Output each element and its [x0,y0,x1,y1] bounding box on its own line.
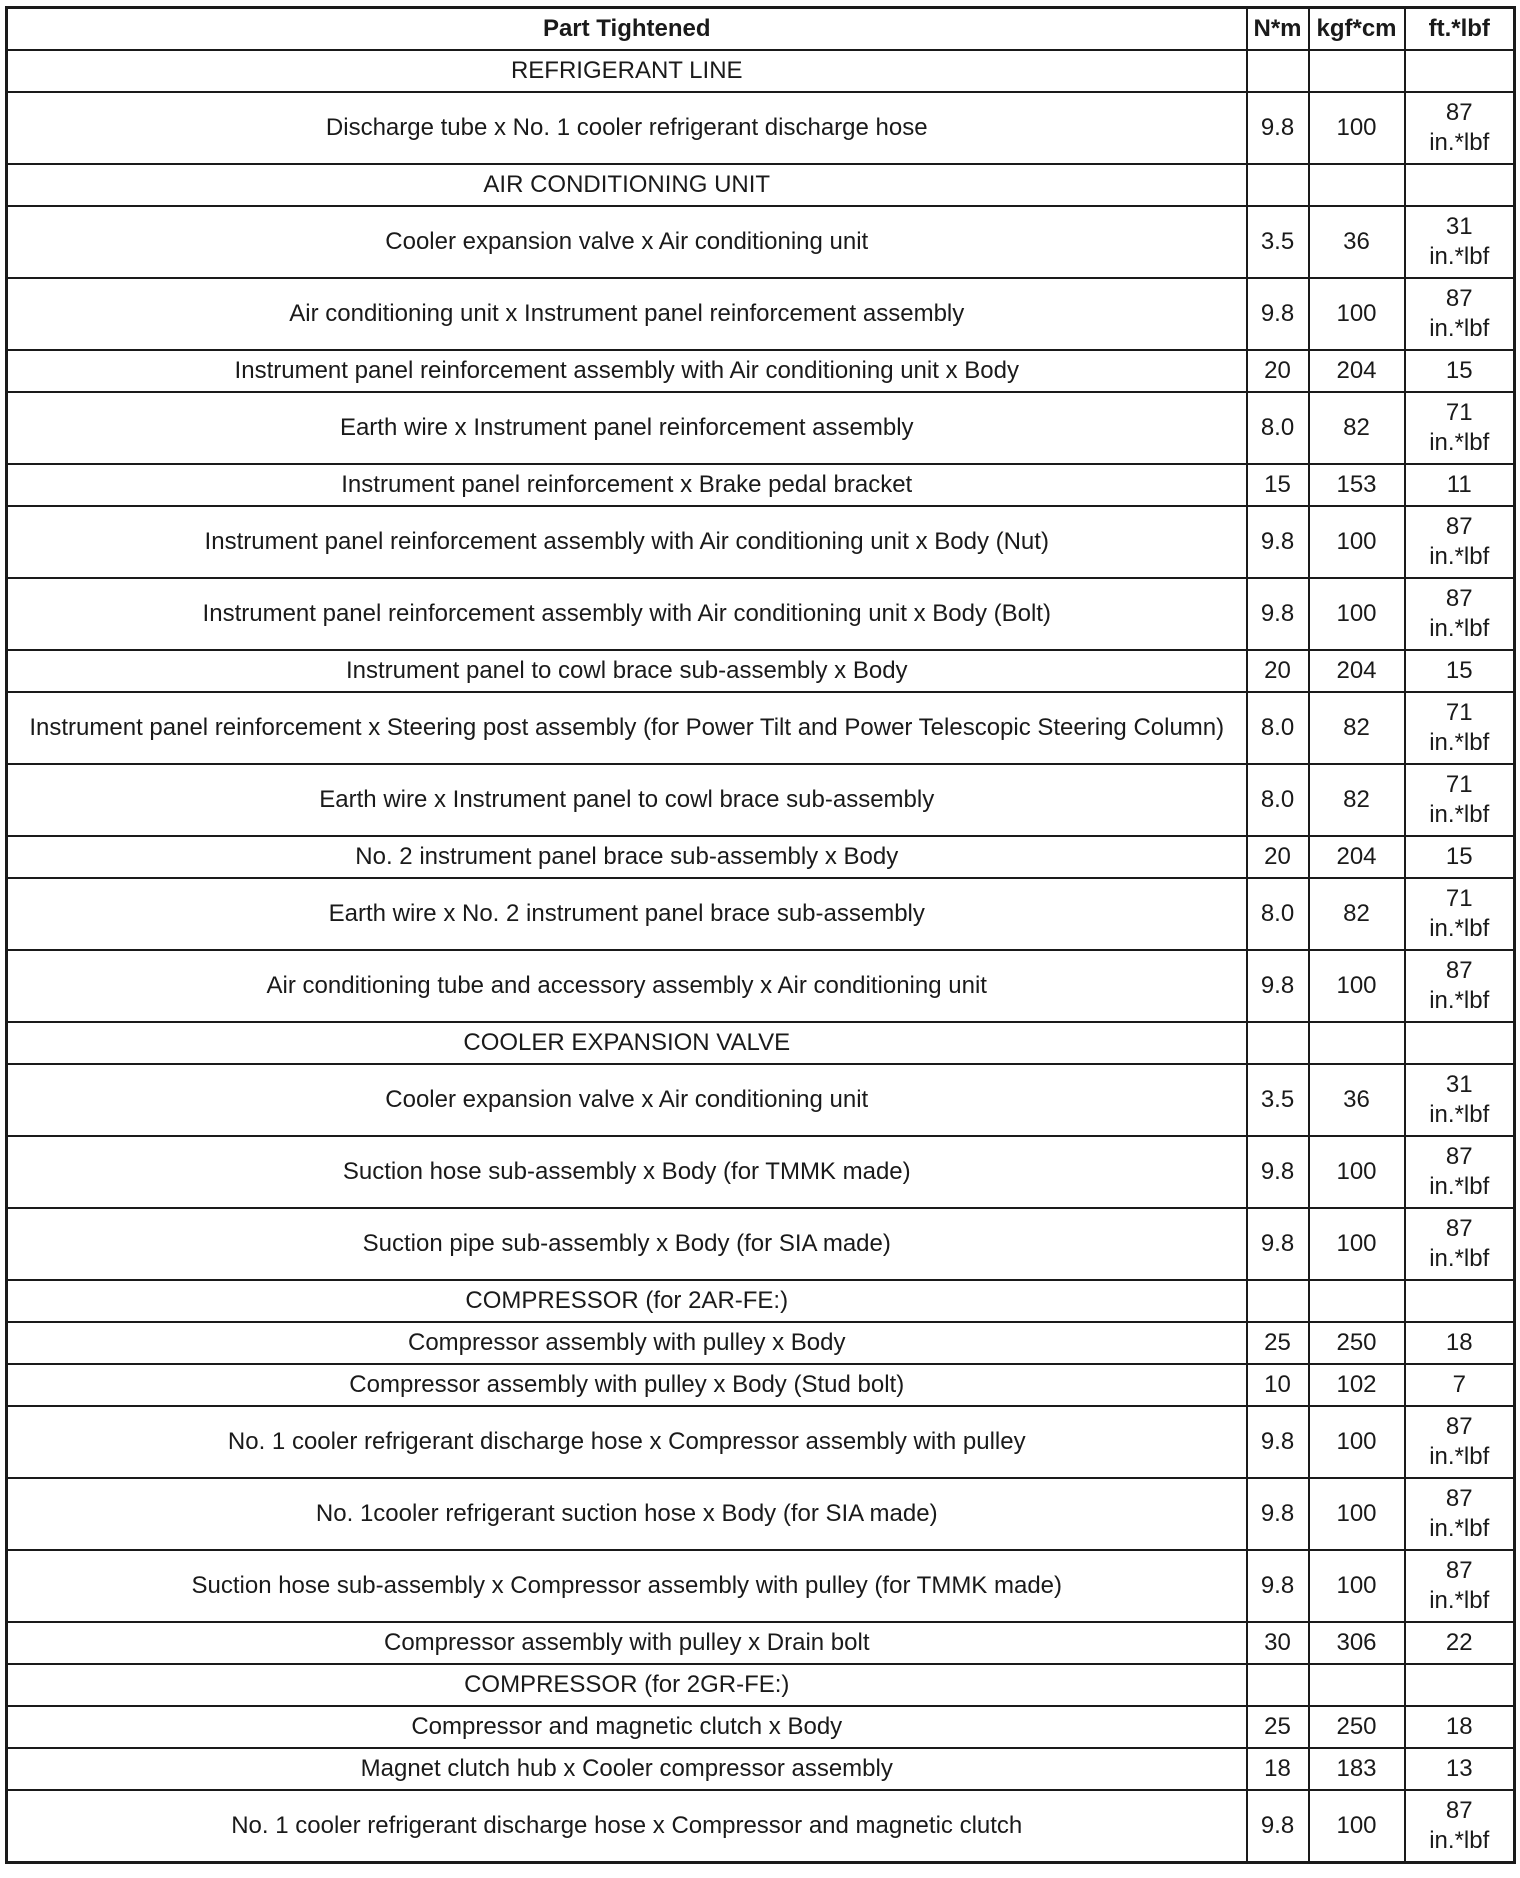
table-row [7,92,1515,164]
table-row [7,578,1515,650]
kgf-cell: 82 [1309,692,1405,764]
kgf-cell: 100 [1309,1790,1405,1863]
header-kgf-cm: kgf*cm [1309,8,1405,51]
kgf-cell: 100 [1309,506,1405,578]
kgf-cell: 204 [1309,650,1405,692]
ft-value: 18 [1445,1329,1473,1356]
ft-lbf-cell [1405,650,1515,692]
table-row [7,1322,1515,1364]
table-row [7,1622,1515,1664]
table-body [7,50,1515,1863]
part-cell: No. 2 instrument panel brace sub-assembly x Body [7,836,1247,878]
ft-lbf-cell [1405,278,1515,350]
table-row [7,1208,1515,1280]
nm-cell: 8.0 [1247,764,1309,836]
empty-cell [1309,1664,1405,1706]
part-cell: Compressor assembly with pulley x Body [7,1322,1247,1364]
ft-unit: in.*lbf [1429,243,1490,270]
ft-value: 87 [1445,99,1473,126]
kgf-cell: 306 [1309,1622,1405,1664]
ft-value: 71 [1445,399,1473,426]
ft-value: 87 [1445,513,1473,540]
nm-cell: 9.8 [1247,92,1309,164]
table-row [7,464,1515,506]
kgf-cell: 183 [1309,1748,1405,1790]
ft-value: 18 [1445,1713,1473,1740]
kgf-cell: 100 [1309,1208,1405,1280]
ft-lbf-cell [1405,836,1515,878]
nm-cell: 9.8 [1247,1790,1309,1863]
empty-cell [1247,1280,1309,1322]
table-row [7,1790,1515,1863]
ft-value: 87 [1445,1413,1473,1440]
part-cell: Instrument panel reinforcement assembly with Air conditioning unit x Body (Bolt) [7,578,1247,650]
ft-unit: in.*lbf [1429,1101,1490,1128]
nm-cell: 9.8 [1247,1136,1309,1208]
ft-lbf-cell [1405,1706,1515,1748]
table-row [7,1064,1515,1136]
ft-unit: in.*lbf [1429,1515,1490,1542]
nm-cell: 25 [1247,1322,1309,1364]
ft-value: 87 [1445,1557,1473,1584]
table-row [7,764,1515,836]
kgf-cell: 100 [1309,278,1405,350]
section-title: AIR CONDITIONING UNIT [7,164,1247,206]
part-cell: No. 1 cooler refrigerant discharge hose x Compressor and magnetic clutch [7,1790,1247,1863]
nm-cell: 3.5 [1247,1064,1309,1136]
ft-lbf-cell [1405,392,1515,464]
kgf-cell: 100 [1309,1136,1405,1208]
header-part-tightened: Part Tightened [7,8,1247,51]
part-cell: No. 1 cooler refrigerant discharge hose x Compressor assembly with pulley [7,1406,1247,1478]
kgf-cell: 100 [1309,1478,1405,1550]
ft-value: 15 [1445,357,1473,384]
part-cell: Compressor assembly with pulley x Drain bolt [7,1622,1247,1664]
section-row [7,50,1515,92]
nm-cell: 8.0 [1247,878,1309,950]
kgf-cell: 100 [1309,950,1405,1022]
part-cell: Earth wire x No. 2 instrument panel brace sub-assembly [7,878,1247,950]
part-cell: Instrument panel reinforcement x Brake pedal bracket [7,464,1247,506]
table-row [7,1478,1515,1550]
ft-unit: in.*lbf [1429,429,1490,456]
ft-value: 13 [1445,1755,1473,1782]
table-row [7,836,1515,878]
part-cell: Earth wire x Instrument panel reinforcement assembly [7,392,1247,464]
table-row [7,950,1515,1022]
empty-cell [1405,164,1515,206]
nm-cell: 30 [1247,1622,1309,1664]
nm-cell: 20 [1247,350,1309,392]
kgf-cell: 102 [1309,1364,1405,1406]
kgf-cell: 250 [1309,1322,1405,1364]
ft-lbf-cell [1405,1790,1515,1863]
part-cell: Compressor assembly with pulley x Body (Stud bolt) [7,1364,1247,1406]
empty-cell [1247,50,1309,92]
header-row [7,8,1515,51]
ft-unit: in.*lbf [1429,1587,1490,1614]
table-row [7,1364,1515,1406]
part-cell: Suction hose sub-assembly x Body (for TMMK made) [7,1136,1247,1208]
empty-cell [1405,1664,1515,1706]
ft-unit: in.*lbf [1429,129,1490,156]
empty-cell [1309,1022,1405,1064]
part-cell: Air conditioning tube and accessory assembly x Air conditioning unit [7,950,1247,1022]
empty-cell [1309,164,1405,206]
nm-cell: 20 [1247,836,1309,878]
part-cell: Magnet clutch hub x Cooler compressor assembly [7,1748,1247,1790]
kgf-cell: 100 [1309,1406,1405,1478]
ft-unit: in.*lbf [1429,1443,1490,1470]
kgf-cell: 100 [1309,92,1405,164]
kgf-cell: 204 [1309,836,1405,878]
part-cell: Instrument panel to cowl brace sub-assembly x Body [7,650,1247,692]
part-cell: Suction hose sub-assembly x Compressor assembly with pulley (for TMMK made) [7,1550,1247,1622]
section-row [7,1664,1515,1706]
part-cell: Discharge tube x No. 1 cooler refrigerant discharge hose [7,92,1247,164]
nm-cell: 3.5 [1247,206,1309,278]
kgf-cell: 250 [1309,1706,1405,1748]
kgf-cell: 82 [1309,878,1405,950]
table-row [7,206,1515,278]
part-cell: Cooler expansion valve x Air conditioning unit [7,206,1247,278]
kgf-cell: 82 [1309,764,1405,836]
part-cell: No. 1cooler refrigerant suction hose x Body (for SIA made) [7,1478,1247,1550]
ft-lbf-cell [1405,1748,1515,1790]
ft-value: 87 [1445,1485,1473,1512]
ft-value: 22 [1445,1629,1473,1656]
ft-lbf-cell [1405,92,1515,164]
ft-value: 87 [1445,957,1473,984]
ft-lbf-cell [1405,1064,1515,1136]
ft-unit: in.*lbf [1429,987,1490,1014]
ft-lbf-cell [1405,1406,1515,1478]
nm-cell: 10 [1247,1364,1309,1406]
ft-lbf-cell [1405,878,1515,950]
nm-cell: 9.8 [1247,506,1309,578]
table-row [7,1706,1515,1748]
ft-unit: in.*lbf [1429,801,1490,828]
ft-unit: in.*lbf [1429,729,1490,756]
nm-cell: 20 [1247,650,1309,692]
ft-value: 71 [1445,771,1473,798]
nm-cell: 9.8 [1247,278,1309,350]
ft-lbf-cell [1405,764,1515,836]
table-row [7,650,1515,692]
part-cell: Suction pipe sub-assembly x Body (for SIA made) [7,1208,1247,1280]
ft-unit: in.*lbf [1429,1245,1490,1272]
nm-cell: 9.8 [1247,950,1309,1022]
table-row [7,1748,1515,1790]
ft-lbf-cell [1405,506,1515,578]
ft-lbf-cell [1405,1478,1515,1550]
ft-unit: in.*lbf [1429,615,1490,642]
section-row [7,1280,1515,1322]
ft-lbf-cell [1405,950,1515,1022]
ft-unit: in.*lbf [1429,915,1490,942]
ft-value: 87 [1445,1797,1473,1824]
ft-unit: in.*lbf [1429,315,1490,342]
empty-cell [1309,50,1405,92]
section-title: COMPRESSOR (for 2GR-FE:) [7,1664,1247,1706]
ft-lbf-cell [1405,578,1515,650]
part-cell: Instrument panel reinforcement x Steering post assembly (for Power Tilt and Power Telescopic Steering Column) [7,692,1247,764]
ft-value: 87 [1445,285,1473,312]
kgf-cell: 204 [1309,350,1405,392]
part-cell: Instrument panel reinforcement assembly with Air conditioning unit x Body [7,350,1247,392]
table-row [7,392,1515,464]
part-cell: Compressor and magnetic clutch x Body [7,1706,1247,1748]
table-row [7,278,1515,350]
ft-value: 87 [1445,1215,1473,1242]
part-cell: Cooler expansion valve x Air conditioning unit [7,1064,1247,1136]
part-cell: Earth wire x Instrument panel to cowl brace sub-assembly [7,764,1247,836]
ft-lbf-cell [1405,1322,1515,1364]
nm-cell: 9.8 [1247,1478,1309,1550]
ft-lbf-cell [1405,692,1515,764]
header-nm: N*m [1247,8,1309,51]
ft-value: 87 [1445,1143,1473,1170]
empty-cell [1405,50,1515,92]
part-cell: Air conditioning unit x Instrument panel reinforcement assembly [7,278,1247,350]
kgf-cell: 100 [1309,578,1405,650]
nm-cell: 9.8 [1247,1406,1309,1478]
ft-value: 7 [1452,1371,1466,1398]
torque-spec-table [5,6,1516,1864]
kgf-cell: 36 [1309,1064,1405,1136]
table-row [7,1406,1515,1478]
ft-lbf-cell [1405,1622,1515,1664]
ft-value: 11 [1446,471,1472,498]
ft-value: 71 [1445,885,1473,912]
kgf-cell: 153 [1309,464,1405,506]
ft-unit: in.*lbf [1429,1173,1490,1200]
empty-cell [1309,1280,1405,1322]
table-row [7,350,1515,392]
table-row [7,692,1515,764]
empty-cell [1247,1664,1309,1706]
ft-lbf-cell [1405,1550,1515,1622]
ft-lbf-cell [1405,1208,1515,1280]
table-header [7,8,1515,51]
kgf-cell: 100 [1309,1550,1405,1622]
ft-value: 15 [1445,657,1473,684]
nm-cell: 8.0 [1247,392,1309,464]
ft-value: 71 [1445,699,1473,726]
section-title: COMPRESSOR (for 2AR-FE:) [7,1280,1247,1322]
ft-lbf-cell [1405,1364,1515,1406]
table-row [7,878,1515,950]
table-row [7,1550,1515,1622]
ft-lbf-cell [1405,206,1515,278]
ft-lbf-cell [1405,464,1515,506]
empty-cell [1405,1022,1515,1064]
ft-unit: in.*lbf [1429,1827,1490,1854]
nm-cell: 18 [1247,1748,1309,1790]
ft-unit: in.*lbf [1429,543,1490,570]
section-row [7,1022,1515,1064]
kgf-cell: 82 [1309,392,1405,464]
ft-value: 31 [1445,1071,1473,1098]
empty-cell [1247,1022,1309,1064]
table-row [7,506,1515,578]
nm-cell: 15 [1247,464,1309,506]
ft-value: 31 [1445,213,1473,240]
ft-value: 15 [1445,843,1473,870]
section-row [7,164,1515,206]
header-ft-lbf: ft.*lbf [1405,8,1515,51]
nm-cell: 9.8 [1247,578,1309,650]
ft-value: 87 [1445,585,1473,612]
section-title: REFRIGERANT LINE [7,50,1247,92]
table-row [7,1136,1515,1208]
nm-cell: 25 [1247,1706,1309,1748]
part-cell: Instrument panel reinforcement assembly with Air conditioning unit x Body (Nut) [7,506,1247,578]
empty-cell [1405,1280,1515,1322]
ft-lbf-cell [1405,1136,1515,1208]
nm-cell: 8.0 [1247,692,1309,764]
empty-cell [1247,164,1309,206]
ft-lbf-cell [1405,350,1515,392]
kgf-cell: 36 [1309,206,1405,278]
nm-cell: 9.8 [1247,1550,1309,1622]
nm-cell: 9.8 [1247,1208,1309,1280]
section-title: COOLER EXPANSION VALVE [7,1022,1247,1064]
